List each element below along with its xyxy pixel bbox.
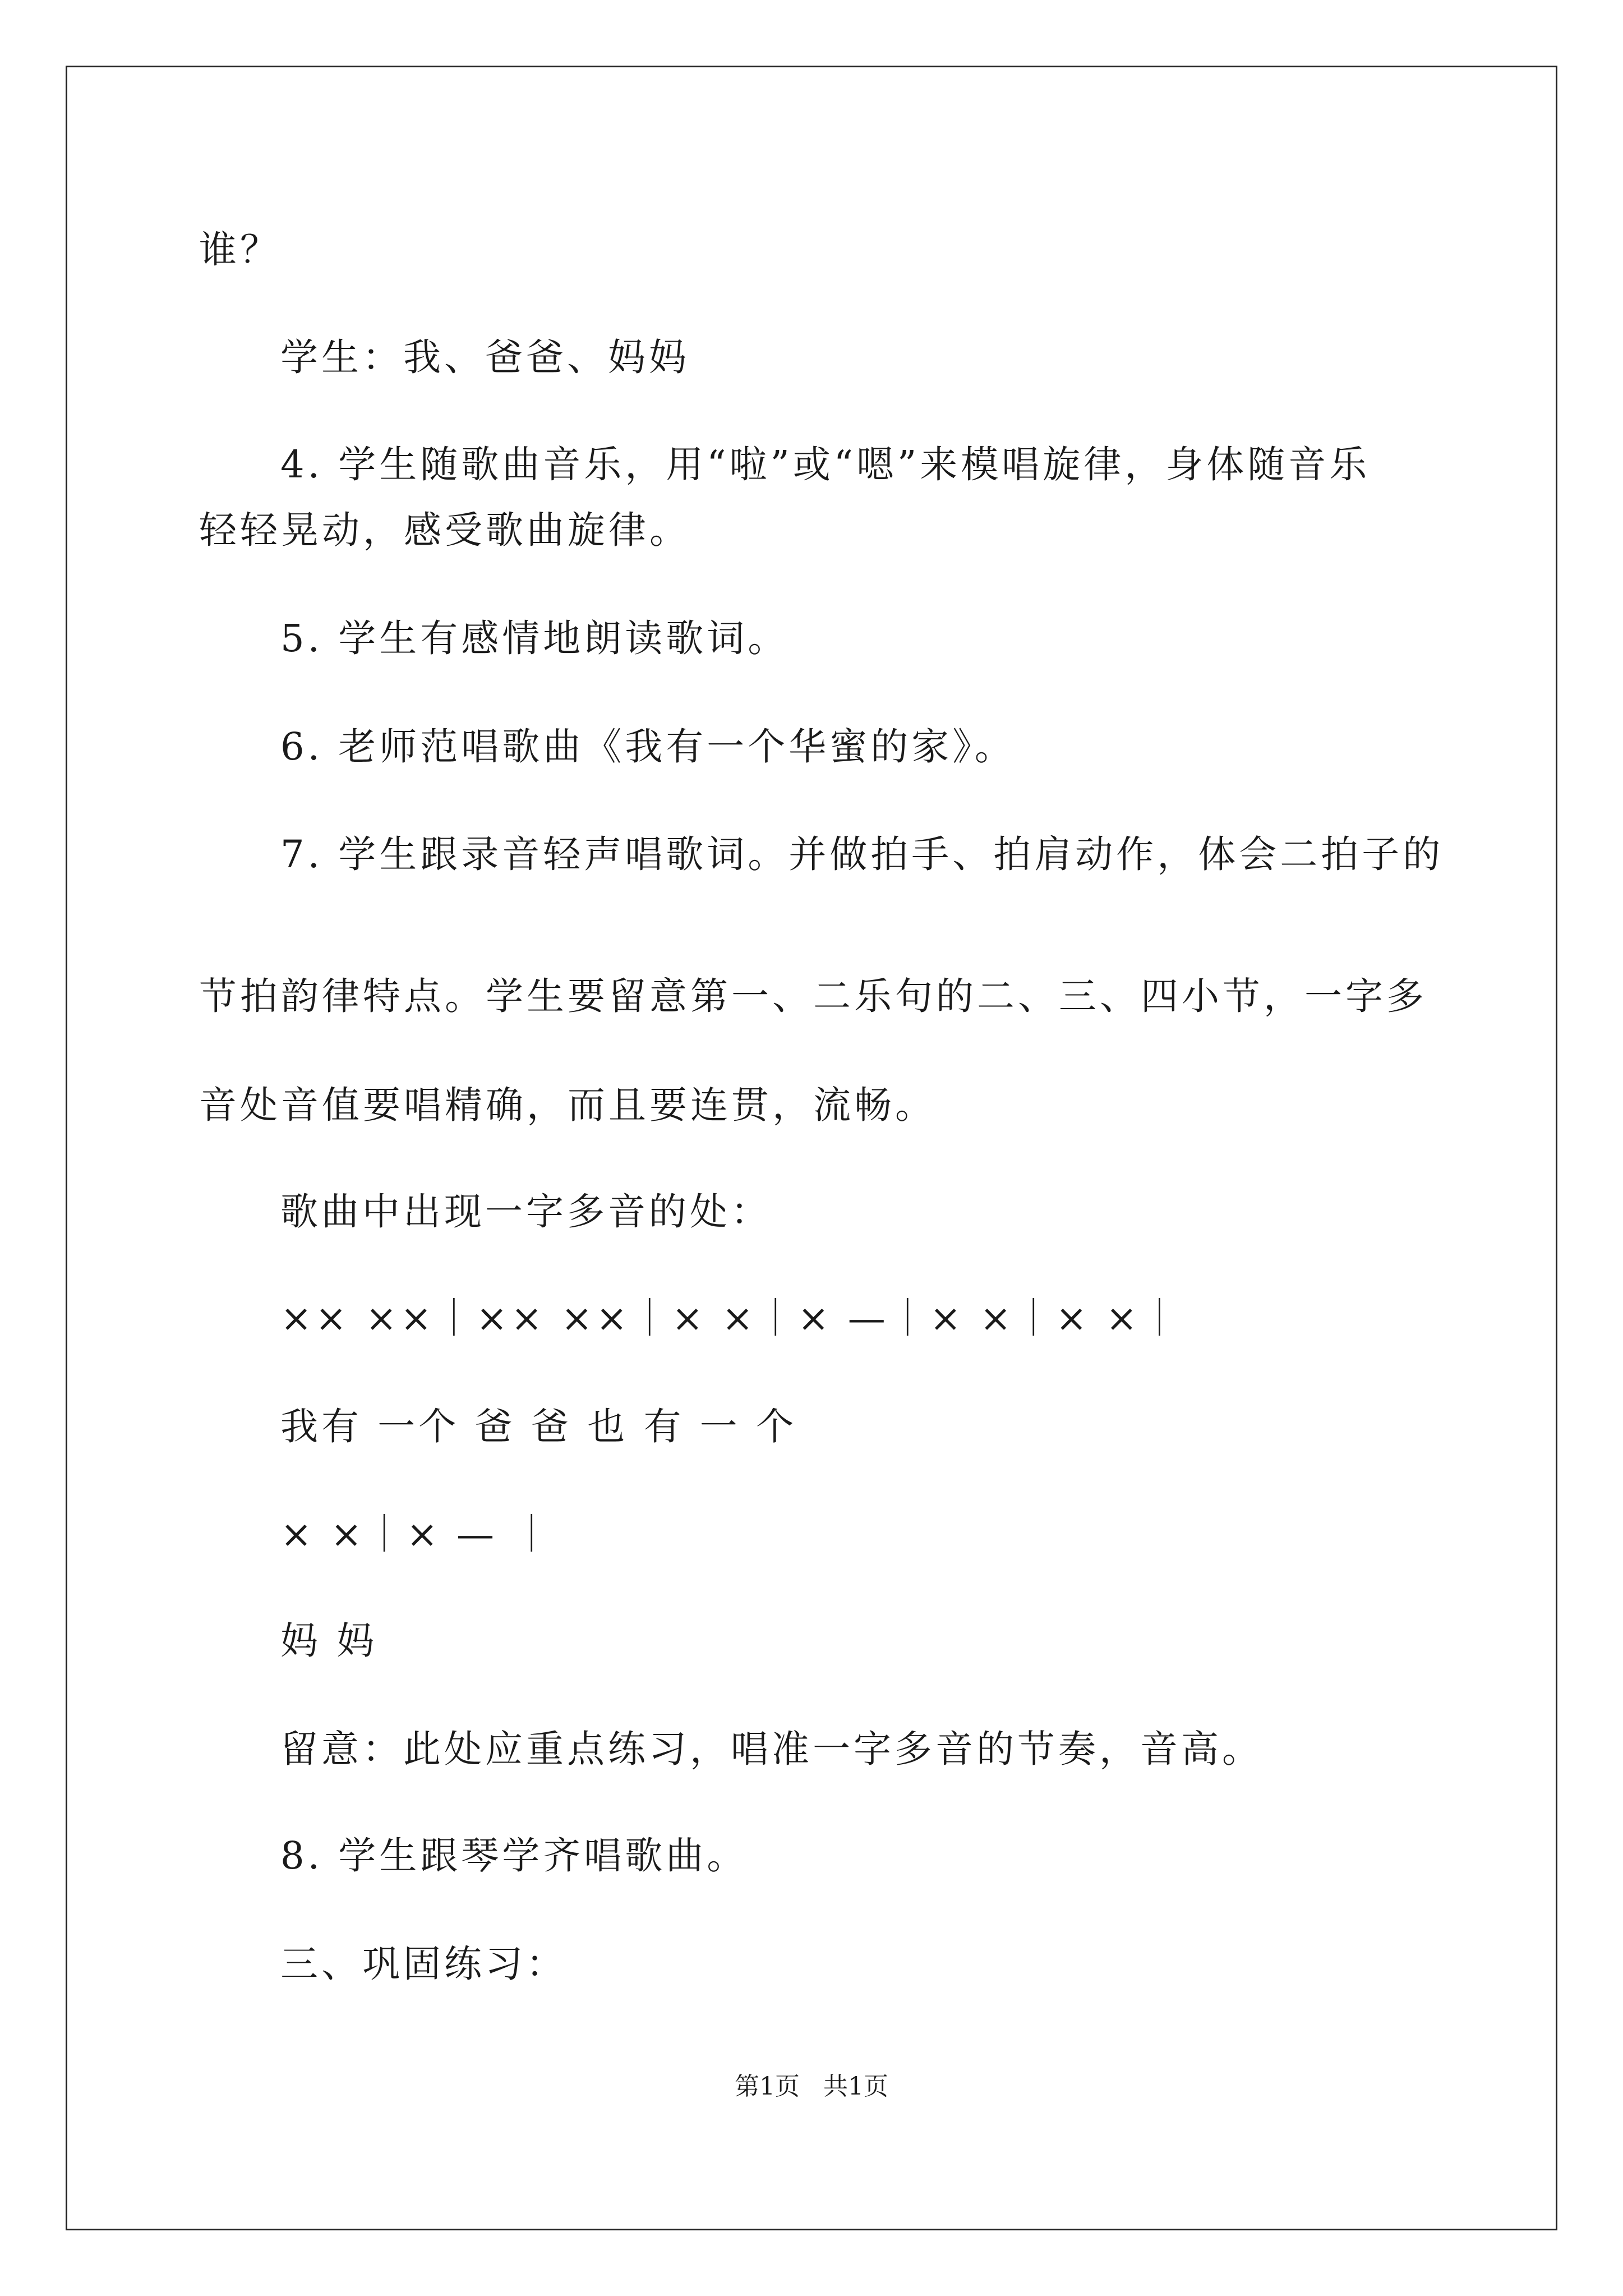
text-line-4: 轻轻晃动，感受歌曲旋律。 (199, 508, 690, 552)
text-line-7: 7. 学生跟录音轻声唱歌词。并做拍手、拍肩动作，体会二拍子的 (280, 832, 1444, 876)
text-line-1: 谁？ (199, 228, 281, 272)
page-border (66, 66, 1557, 2230)
text-line-5: 5. 学生有感情地朗读歌词。 (280, 616, 789, 660)
text-line-13: × ×｜× — ｜ (280, 1512, 554, 1556)
text-line-15: 留意：此处应重点练习，唱准一字多音的节奏，音高。 (280, 1727, 1263, 1771)
text-line-17: 三、巩固练习： (280, 1942, 567, 1986)
text-line-9: 音处音值要唱精确，而且要连贯，流畅。 (199, 1083, 936, 1127)
text-line-3: 4. 学生随歌曲音乐，用“啦”或“嗯”来模唱旋律，身体随音乐 (280, 443, 1371, 486)
text-line-6: 6. 老师范唱歌曲《我有一个华蜜的家》。 (280, 725, 1016, 769)
page-footer: 第1页 共1页 (735, 2072, 888, 2101)
text-line-16: 8. 学生跟琴学齐唱歌曲。 (280, 1834, 748, 1878)
text-line-10: 歌曲中出现一字多音的处： (280, 1190, 772, 1234)
text-line-12: 我有 一个 爸 爸 也 有 一 个 (280, 1405, 797, 1448)
text-line-11: ×× ××｜×× ××｜× ×｜× —｜× ×｜× ×｜ (280, 1296, 1182, 1340)
text-line-14: 妈 妈 (280, 1619, 378, 1663)
text-line-2: 学生：我、爸爸、妈妈 (280, 335, 690, 379)
text-line-8: 节拍韵律特点。学生要留意第一、二乐句的二、三、四小节，一字多 (199, 974, 1427, 1018)
